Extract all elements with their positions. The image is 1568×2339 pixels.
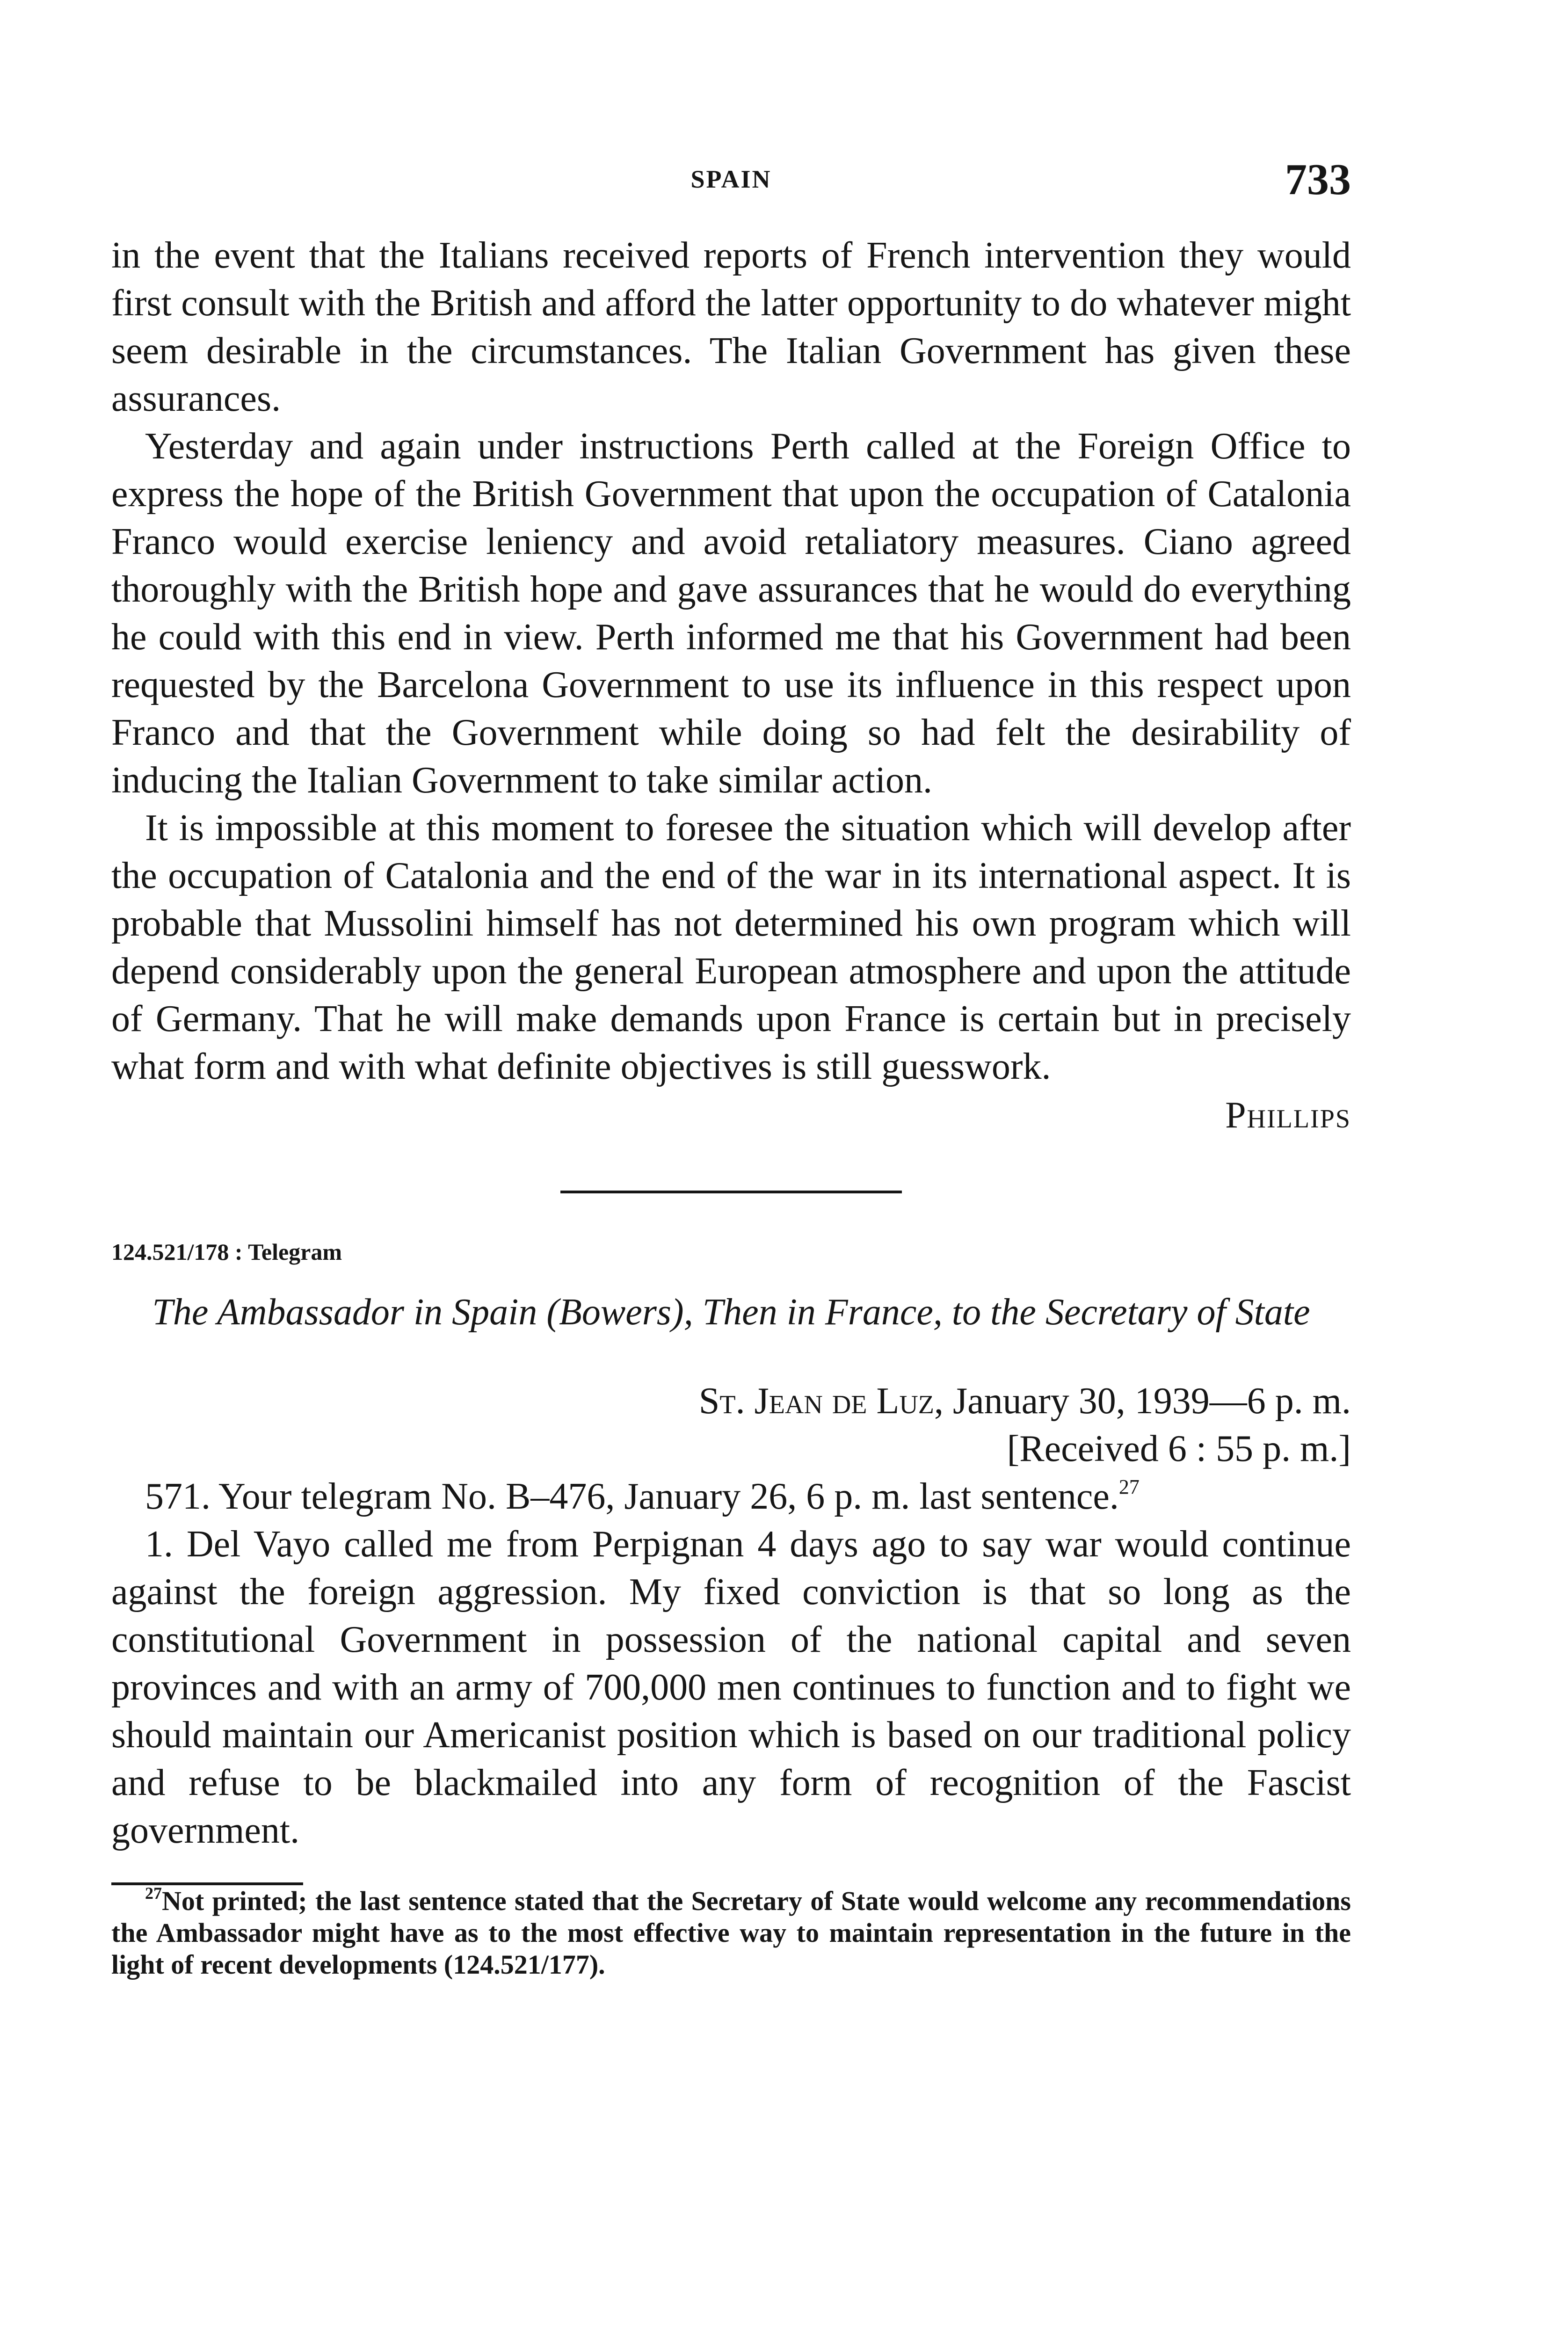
dateline — [111, 1377, 1351, 1473]
footnote-mark: 27 — [145, 1884, 162, 1903]
dateline-date: , January 30, 1939—6 p. m. — [934, 1380, 1351, 1422]
running-title: SPAIN — [690, 165, 772, 193]
telegram-paragraph-1 — [111, 1473, 1351, 1520]
signature: Phillips — [1225, 1095, 1351, 1136]
body-text — [111, 232, 1351, 1981]
page-number: 733 — [1285, 155, 1351, 204]
received-time: [Received 6 : 55 p. m.] — [1007, 1428, 1351, 1469]
paragraph-1: in the event that the Italians received reports of French intervention they would first consult with the British and afford the latter opportunity to do whatever might seem desirable in the circumstances. The Italian Government has given these assurances. — [111, 235, 1351, 419]
telegram-paragraph-1-text: 571. Your telegram No. B–476, January 26, 6 p. m. last sentence. — [145, 1476, 1119, 1517]
dateline-place-date — [111, 1377, 1351, 1425]
dateline-place: St. Jean de Luz — [698, 1380, 934, 1422]
document-heading: The Ambassador in Spain (Bowers), Then in France, to the Secretary of State — [152, 1292, 1310, 1333]
paragraph-3: It is impossible at this moment to foresee the situation which will develop after the occupation of Catalonia and the end of the war in its international aspect. It is probable that Mussolini himself has not determined his own program which will depend considerably upon the general European atmosphere and upon the attitude of Germany. That he will make demands upon France is certain but in precisely what form and with what definite objectives is still guesswork. — [111, 807, 1351, 1087]
paragraph-2: Yesterday and again under instructions Perth called at the Foreign Office to express the hope of the British Government that upon the occupation of Catalonia Franco would exercise leniency and avoid retaliatory measures. Ciano agreed thoroughly with the British hope and gave assurances that he would do everything he could with this end in view. Perth informed me that his Government had been requested by the Barcelona Government to use its influence in this respect upon Franco and that the Government while doing so had felt the desirability of inducing the Italian Government to take similar action. — [111, 426, 1351, 801]
file-reference: 124.521/178 : Telegram — [111, 1239, 342, 1265]
footnote-reference: 27 — [1118, 1475, 1140, 1498]
footnote-text: Not printed; the last sentence stated that the Secretary of State would welcome any recommendations the Ambassador might have as to the most effective way to maintain representation in the future in the light of recent developments (124.521/177). — [111, 1886, 1351, 1980]
telegram-paragraph-2: 1. Del Vayo called me from Perpignan 4 days ago to say war would continue against the foreign aggression. My fixed conviction is that so long as the constitutional Government in possession of the national capital and seven provinces and with an army of 700,000 men continues to function and to fight we should maintain our Americanist position which is based on our traditional policy and refuse to be blackmailed into any form of recognition of the Fascist government. — [111, 1524, 1351, 1851]
section-divider — [560, 1191, 902, 1193]
footnote — [111, 1885, 1351, 1981]
running-header — [111, 154, 1351, 206]
